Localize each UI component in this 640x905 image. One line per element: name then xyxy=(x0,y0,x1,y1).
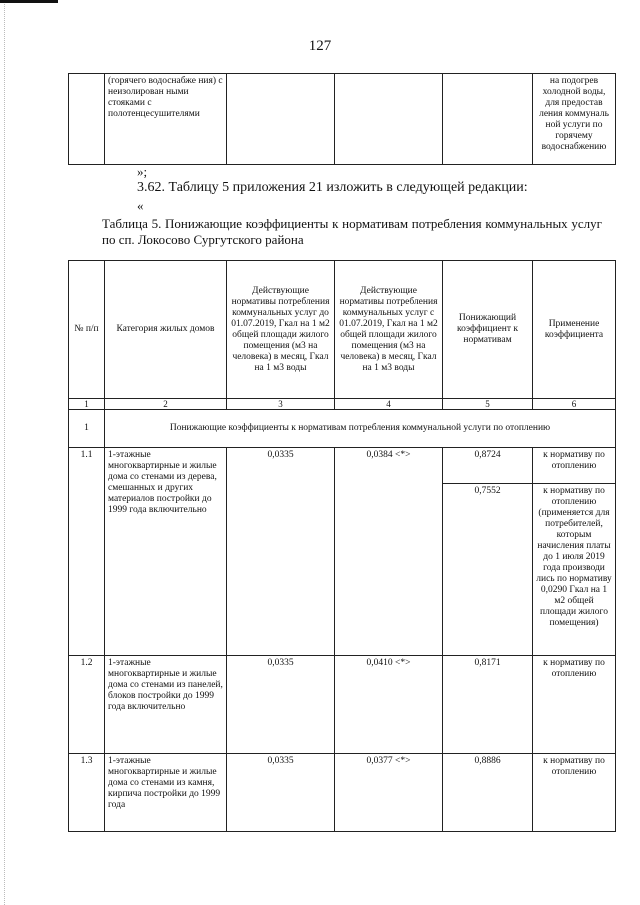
column-number: 4 xyxy=(335,399,443,410)
row-num: 1.2 xyxy=(69,656,105,754)
table-header-row xyxy=(69,261,616,399)
table-row xyxy=(69,448,616,484)
scan-edge-line xyxy=(4,0,6,905)
table-cell xyxy=(69,74,105,165)
row-coefficient: 0,7552 xyxy=(443,484,533,656)
page-number: 127 xyxy=(308,38,332,54)
header-num: № п/п xyxy=(69,261,105,399)
previous-table-fragment xyxy=(68,73,616,165)
header-current-norm: Действующие нормативы потребления коммунальных услуг до 01.07.2019, Гкал на 1 м2 общей площади жилого помещения (м3 на человека) в месяц, Гкал на 1 м3 воды xyxy=(227,261,335,399)
column-number: 6 xyxy=(533,399,616,410)
row-coefficient: 0,8171 xyxy=(443,656,533,754)
scan-top-mark xyxy=(0,0,58,3)
header-category: Категория жилых домов xyxy=(105,261,227,399)
coefficients-table xyxy=(68,260,616,832)
table-cell xyxy=(335,74,443,165)
column-number: 3 xyxy=(227,399,335,410)
row-num: 1.3 xyxy=(69,754,105,832)
row-current-norm: 0,0335 xyxy=(227,448,335,656)
table-cell xyxy=(443,74,533,165)
column-number: 1 xyxy=(69,399,105,410)
row-application: к нормативу по отоплению xyxy=(533,656,616,754)
row-category: 1-этажные многоквартирные и жилые дома со стенами из дерева, смешанных и других материалов постройки до 1999 года включительно xyxy=(105,448,227,656)
section-title: Понижающие коэффициенты к нормативам потребления коммунальной услуги по отоплению xyxy=(105,410,616,448)
table-row xyxy=(69,754,616,832)
row-current-norm: 0,0335 xyxy=(227,754,335,832)
header-new-norm: Действующие нормативы потребления коммунальных услуг с 01.07.2019, Гкал на 1 м2 общей площади жилого помещения (м3 на человека) в месяц, Гкал на 1 м3 воды xyxy=(335,261,443,399)
header-coefficient: Понижающий коэффициент к нормативам xyxy=(443,261,533,399)
row-category: 1-этажные многоквартирные и жилые дома со стенами из камня, кирпича постройки до 1999 года xyxy=(105,754,227,832)
column-number: 2 xyxy=(105,399,227,410)
instruction-paragraph: 3.62. Таблицу 5 приложения 21 изложить в следующей редакции: xyxy=(137,180,528,195)
column-numbers-row xyxy=(69,399,616,410)
row-new-norm: 0,0377 <*> xyxy=(335,754,443,832)
table-caption: Таблица 5. Понижающие коэффициенты к нормативам потребления коммунальных услуг по сп. Локосово Сургутского района xyxy=(102,216,602,247)
table-row xyxy=(69,656,616,754)
row-category: 1-этажные многоквартирные и жилые дома со стенами из панелей, блоков постройки до 1999 года включительно xyxy=(105,656,227,754)
table-cell: (горячего водоснабже ния) с неизолирован ными стояками с полотенцесушителями xyxy=(105,74,227,165)
row-coefficient: 0,8886 xyxy=(443,754,533,832)
row-coefficient: 0,8724 xyxy=(443,448,533,484)
section-row xyxy=(69,410,616,448)
table-row xyxy=(69,74,616,165)
column-number: 5 xyxy=(443,399,533,410)
opening-quote: « xyxy=(137,198,144,213)
header-application: Применение коэффициента xyxy=(533,261,616,399)
row-application: к нормативу по отоплению xyxy=(533,754,616,832)
row-new-norm: 0,0384 <*> xyxy=(335,448,443,656)
row-application: к нормативу по отоплению (применяется для потребителей, которым начисления платы до 1 июля 2019 года производи лись по нормативу 0,0290 Гкал на 1 м2 общей площади жилого помещения) xyxy=(533,484,616,656)
row-current-norm: 0,0335 xyxy=(227,656,335,754)
row-num: 1.1 xyxy=(69,448,105,656)
row-new-norm: 0,0410 <*> xyxy=(335,656,443,754)
table-cell xyxy=(227,74,335,165)
closing-quote: »; xyxy=(137,164,148,179)
table-cell: на подогрев холодной воды, для предостав ления коммуналь ной услуги по горячему водоснабжению xyxy=(533,74,616,165)
row-application: к нормативу по отоплению xyxy=(533,448,616,484)
section-num: 1 xyxy=(69,410,105,448)
